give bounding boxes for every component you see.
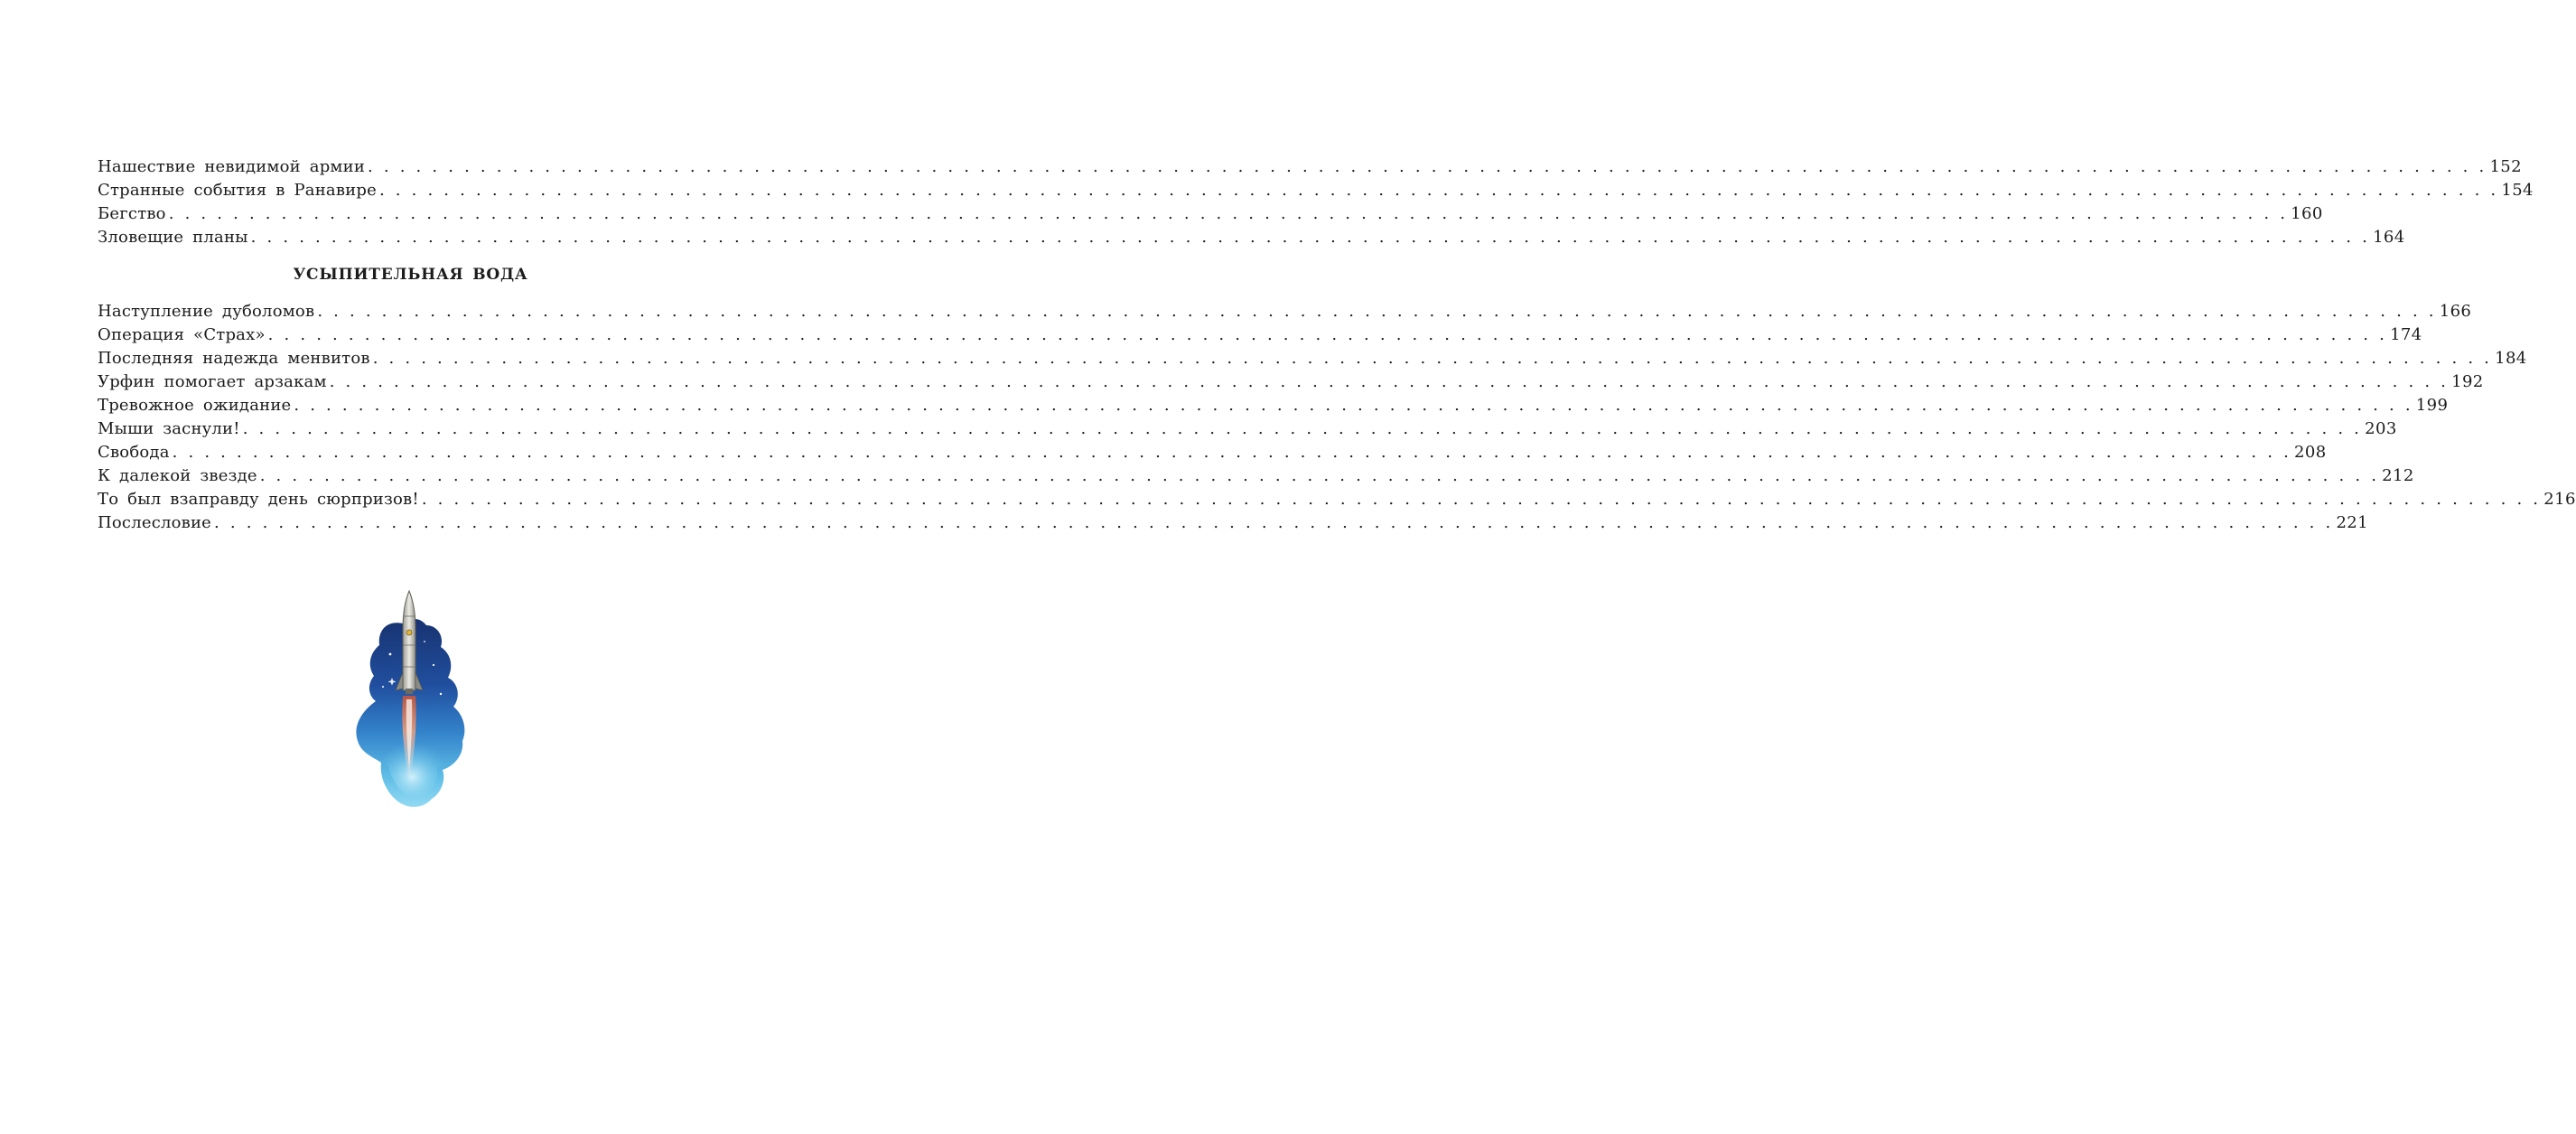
toc-entry-page: 184 — [2495, 349, 2527, 368]
table-of-contents — [98, 155, 2576, 535]
toc-leader-dots: . . . . . . . . . . . . . . . . . . . . . . . . . . . . . . . . . . . . . . . . . . . . . . . . . . . . . . . . . . . . . . . . . . . . . . . . . . . . . . . . . . . . . . . . . . . . . . . . . . . . . . . . . . . . . . . . . . . . . . . . . . . . . . . . . . . . — [172, 443, 2292, 462]
toc-entry-page: 174 — [2390, 325, 2422, 344]
toc-entry-title: Послесловие — [98, 513, 212, 532]
toc-entry-page: 152 — [2489, 157, 2522, 176]
toc-entry[interactable] — [98, 300, 2472, 323]
toc-entry-page: 166 — [2439, 302, 2472, 321]
section-heading: УСЫПИТЕЛЬНАЯ ВОДА — [293, 266, 528, 284]
toc-entry-title: Странные события в Ранавире — [98, 181, 377, 200]
toc-entry-page: 192 — [2451, 372, 2484, 391]
toc-entry[interactable] — [98, 347, 2527, 370]
toc-entry-page: 208 — [2294, 443, 2327, 462]
toc-entry-title: Нашествие невидимой армии — [98, 157, 366, 176]
toc-entry[interactable] — [98, 464, 2414, 488]
toc-leader-dots: . . . . . . . . . . . . . . . . . . . . . . . . . . . . . . . . . . . . . . . . . . . . . . . . . . . . . . . . . . . . . . . . . . . . . . . . . . . . . . . . . . . . . . . . . . . . . . . . . . . . . . . . . . . . . . . . . . . . . . . . . . . . . . . . . . . . — [378, 181, 2499, 200]
toc-entry-title: То был взаправду день сюрпризов! — [98, 490, 419, 509]
toc-leader-dots: . . . . . . . . . . . . . . . . . . . . . . . . . . . . . . . . . . . . . . . . . . . . . . . . . . . . . . . . . . . . . . . . . . . . . . . . . . . . . . . . . . . . . . . . . . . . . . . . . . . . . . . . . . . . . . . . . . . . . . . . . . . . . . . . . . . . — [259, 466, 2380, 485]
toc-entry-title: Свобода — [98, 443, 170, 462]
toc-entry[interactable] — [98, 202, 2323, 226]
toc-leader-dots: . . . . . . . . . . . . . . . . . . . . . . . . . . . . . . . . . . . . . . . . . . . . . . . . . . . . . . . . . . . . . . . . . . . . . . . . . . . . . . . . . . . . . . . . . . . . . . . . . . . . . . . . . . . . . . . . . . . . . . . . . . . . . . . . . . . . — [168, 204, 2289, 223]
toc-entry-title: Урфин помогает арзакам — [98, 372, 327, 391]
toc-entry-page: 160 — [2291, 204, 2323, 223]
toc-entry-page: 154 — [2501, 181, 2534, 200]
toc-entry-page: 212 — [2382, 466, 2414, 485]
toc-entry-title: Тревожное ожидание — [98, 396, 292, 415]
toc-leader-dots: . . . . . . . . . . . . . . . . . . . . . . . . . . . . . . . . . . . . . . . . . . . . . . . . . . . . . . . . . . . . . . . . . . . . . . . . . . . . . . . . . . . . . . . . . . . . . . . . . . . . . . . . . . . . . . . . . . . . . . . . . . . . . . . . . . . . — [368, 157, 2487, 176]
toc-entry[interactable] — [98, 511, 2369, 535]
toc-entry[interactable] — [98, 488, 2576, 511]
toc-entry[interactable] — [98, 179, 2534, 202]
toc-entry[interactable] — [98, 323, 2422, 347]
toc-entry-page: 221 — [2336, 513, 2369, 532]
toc-entry-title: Зловещие планы — [98, 228, 248, 247]
toc-entry[interactable] — [98, 441, 2327, 464]
toc-entry[interactable] — [98, 417, 2397, 441]
toc-leader-dots: . . . . . . . . . . . . . . . . . . . . . . . . . . . . . . . . . . . . . . . . . . . . . . . . . . . . . . . . . . . . . . . . . . . . . . . . . . . . . . . . . . . . . . . . . . . . . . . . . . . . . . . . . . . . . . . . . . . . . . . . . . . . . . . . . . . . — [294, 396, 2413, 415]
toc-entry[interactable] — [98, 370, 2484, 394]
toc-leader-dots: . . . . . . . . . . . . . . . . . . . . . . . . . . . . . . . . . . . . . . . . . . . . . . . . . . . . . . . . . . . . . . . . . . . . . . . . . . . . . . . . . . . . . . . . . . . . . . . . . . . . . . . . . . . . . . . . . . . . . . . . . . . . . . . . . . . . — [250, 228, 2371, 247]
toc-leader-dots: . . . . . . . . . . . . . . . . . . . . . . . . . . . . . . . . . . . . . . . . . . . . . . . . . . . . . . . . . . . . . . . . . . . . . . . . . . . . . . . . . . . . . . . . . . . . . . . . . . . . . . . . . . . . . . . . . . . . . . . . . . . . . . . . . . . . — [317, 302, 2437, 321]
rocket-illustration — [347, 589, 473, 811]
toc-entry[interactable] — [98, 394, 2449, 417]
toc-entry-page: 199 — [2415, 396, 2449, 415]
toc-entry[interactable] — [98, 155, 2522, 179]
rocket-launch-watercolor-icon — [347, 589, 473, 811]
toc-leader-dots: . . . . . . . . . . . . . . . . . . . . . . . . . . . . . . . . . . . . . . . . . . . . . . . . . . . . . . . . . . . . . . . . . . . . . . . . . . . . . . . . . . . . . . . . . . . . . . . . . . . . . . . . . . . . . . . . . . . . . . . . . . . . . . . . . . . . — [372, 349, 2493, 368]
toc-entry-page: 216 — [2543, 490, 2576, 509]
toc-entry-title: Мыши заснули! — [98, 419, 240, 438]
toc-leader-dots: . . . . . . . . . . . . . . . . . . . . . . . . . . . . . . . . . . . . . . . . . . . . . . . . . . . . . . . . . . . . . . . . . . . . . . . . . . . . . . . . . . . . . . . . . . . . . . . . . . . . . . . . . . . . . . . . . . . . . . . . . . . . . . . . . . . . — [267, 325, 2388, 344]
toc-leader-dots: . . . . . . . . . . . . . . . . . . . . . . . . . . . . . . . . . . . . . . . . . . . . . . . . . . . . . . . . . . . . . . . . . . . . . . . . . . . . . . . . . . . . . . . . . . . . . . . . . . . . . . . . . . . . . . . . . . . . . . . . . . . . . . . . . . . . — [421, 490, 2542, 509]
toc-entry-title: Операция «Страх» — [98, 325, 266, 344]
toc-leader-dots: . . . . . . . . . . . . . . . . . . . . . . . . . . . . . . . . . . . . . . . . . . . . . . . . . . . . . . . . . . . . . . . . . . . . . . . . . . . . . . . . . . . . . . . . . . . . . . . . . . . . . . . . . . . . . . . . . . . . . . . . . . . . . . . . . . . . — [242, 419, 2363, 438]
toc-entry-title: Бегство — [98, 204, 166, 223]
toc-entry-title: Наступление дуболомов — [98, 302, 315, 321]
toc-entry-title: Последняя надежда менвитов — [98, 349, 370, 368]
toc-entry-page: 164 — [2373, 228, 2405, 247]
toc-entry-page: 203 — [2365, 419, 2397, 438]
toc-entry[interactable] — [98, 226, 2405, 249]
toc-leader-dots: . . . . . . . . . . . . . . . . . . . . . . . . . . . . . . . . . . . . . . . . . . . . . . . . . . . . . . . . . . . . . . . . . . . . . . . . . . . . . . . . . . . . . . . . . . . . . . . . . . . . . . . . . . . . . . . . . . . . . . . . . . . . . . . . . . . . — [214, 513, 2334, 532]
toc-leader-dots: . . . . . . . . . . . . . . . . . . . . . . . . . . . . . . . . . . . . . . . . . . . . . . . . . . . . . . . . . . . . . . . . . . . . . . . . . . . . . . . . . . . . . . . . . . . . . . . . . . . . . . . . . . . . . . . . . . . . . . . . . . . . . . . . . . . . — [329, 372, 2450, 391]
toc-entry-title: К далекой звезде — [98, 466, 257, 485]
